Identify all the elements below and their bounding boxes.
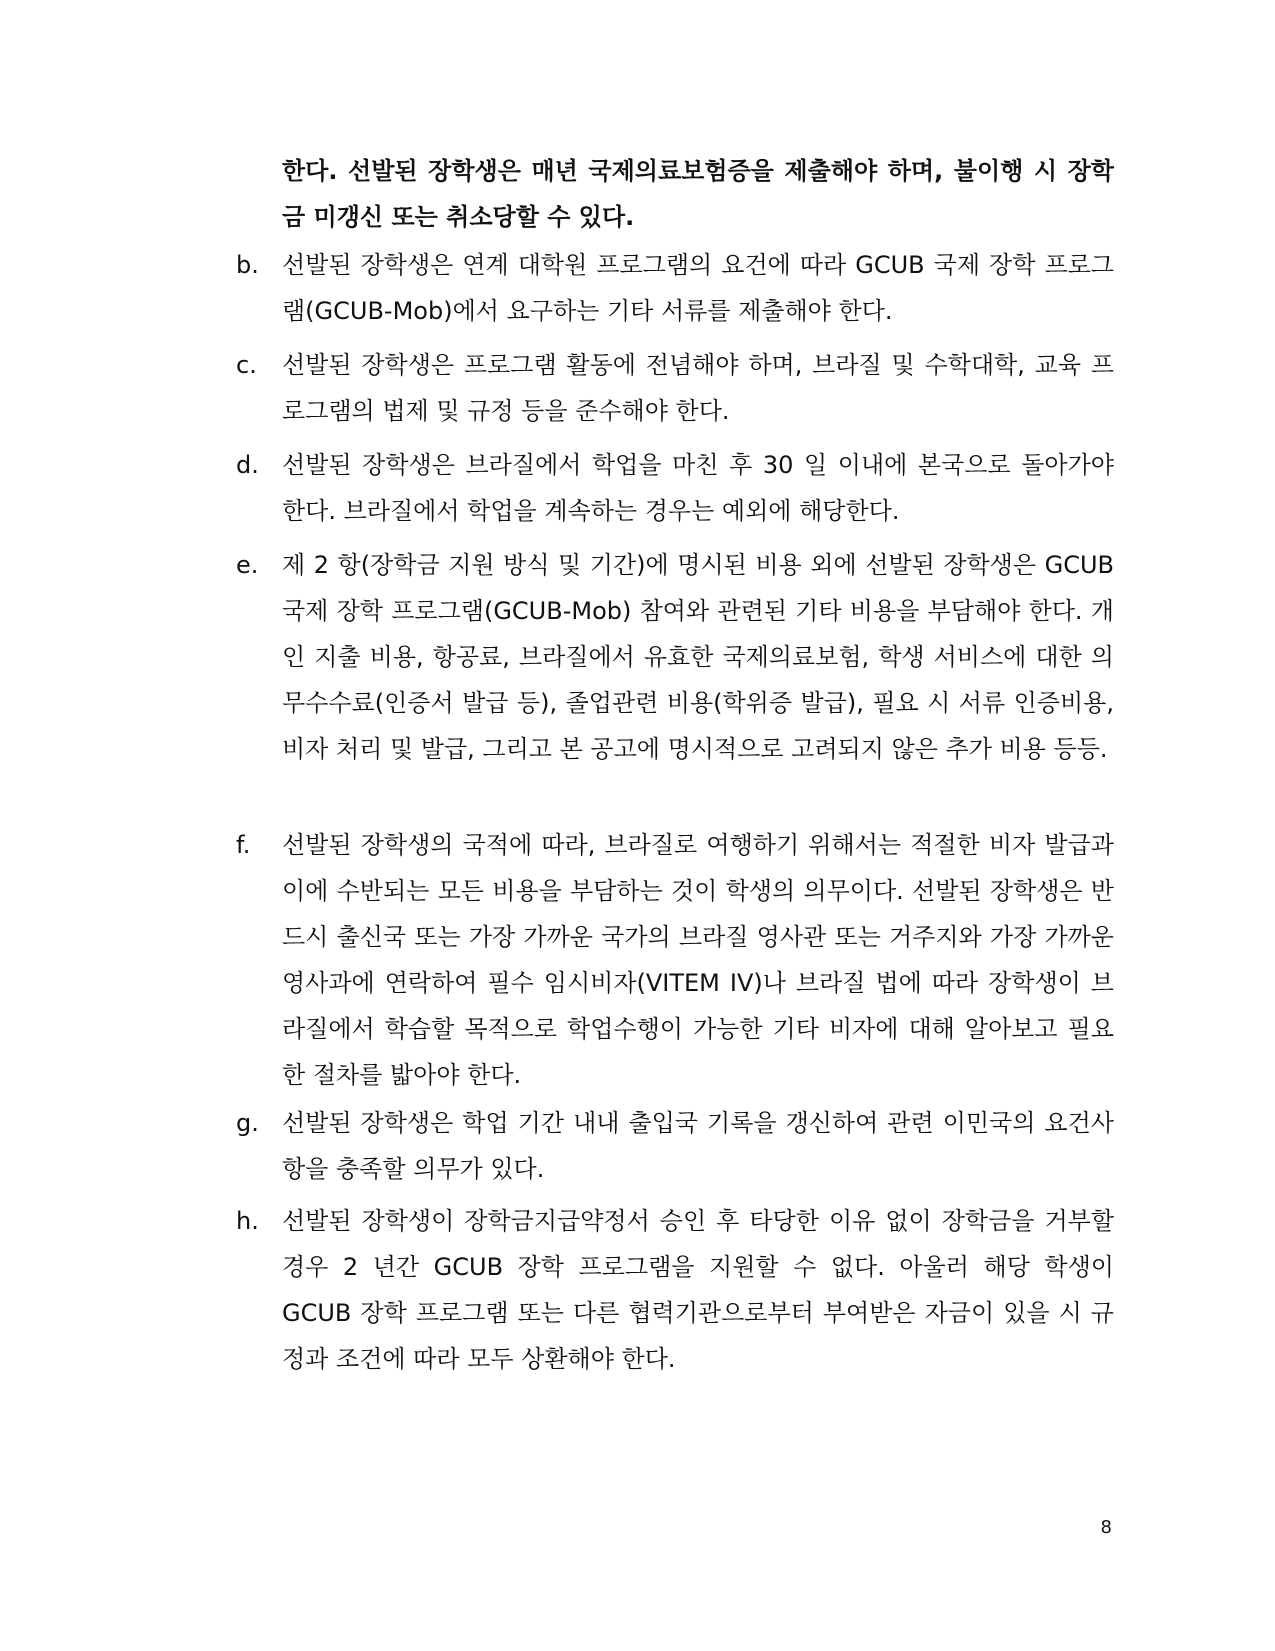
list-item-label: e. (236, 551, 259, 579)
list-item-c (236, 342, 1114, 434)
list-item-text: 선발된 장학생은 학업 기간 내내 출입국 기록을 갱신하여 관련 이민국의 요건사항을 충족할 의무가 있다. (282, 1109, 1114, 1183)
list-item-text: 제 2 항(장학금 지원 방식 및 기간)에 명시된 비용 외에 선발된 장학생은 GCUB 국제 장학 프로그램(GCUB-Mob) 참여와 관련된 기타 비용을 부담해야 한다. 개인 지출 비용, 항공료, 브라질에서 유효한 국제의료보험, 학생 서비스에 대한 의무수수료(인증서 발급 등), 졸업관련 비용(학위증 발급), 필요 시 서류 인증비용, 비자 처리 및 발급, 그리고 본 공고에 명시적으로 고려되지 않은 추가 비용 등등. (282, 551, 1114, 763)
list-item-label: b. (236, 251, 259, 279)
list-item-d (236, 442, 1114, 534)
list-item-text: 선발된 장학생은 프로그램 활동에 전념해야 하며, 브라질 및 수학대학, 교육 프로그램의 법제 및 규정 등을 준수해야 한다. (282, 351, 1114, 425)
list-item-text: 선발된 장학생은 브라질에서 학업을 마친 후 30 일 이내에 본국으로 돌아가야 한다. 브라질에서 학업을 계속하는 경우는 예외에 해당한다. (282, 451, 1114, 525)
list-item-label: c. (236, 351, 257, 379)
list-item-label: f. (236, 831, 251, 859)
list-item-label: h. (236, 1207, 259, 1235)
list-item-f (236, 822, 1114, 1098)
list-item-e (236, 542, 1114, 772)
list-item-b (236, 242, 1114, 334)
continued-paragraph: 한다. 선발된 장학생은 매년 국제의료보험증을 제출해야 하며, 불이행 시 장학금 미갱신 또는 취소당할 수 있다. (282, 157, 1114, 231)
list-item-text: 선발된 장학생의 국적에 따라, 브라질로 여행하기 위해서는 적절한 비자 발급과 이에 수반되는 모든 비용을 부담하는 것이 학생의 의무이다. 선발된 장학생은 반드시 출신국 또는 가장 가까운 국가의 브라질 영사관 또는 거주지와 가장 가까운 영사과에 연락하여 필수 임시비자(VITEM IV)나 브라질 법에 따라 장학생이 브라질에서 학습할 목적으로 학업수행이 가능한 기타 비자에 대해 알아보고 필요한 절차를 밟아야 한다. (282, 831, 1114, 1089)
list-item-g (236, 1100, 1114, 1192)
page-number: 8 (1100, 1517, 1112, 1538)
list-item-text: 선발된 장학생은 연계 대학원 프로그램의 요건에 따라 GCUB 국제 장학 프로그램(GCUB-Mob)에서 요구하는 기타 서류를 제출해야 한다. (282, 251, 1114, 325)
list-item-label: g. (236, 1109, 259, 1137)
list-item-h (236, 1198, 1114, 1382)
list-item-text: 선발된 장학생이 장학금지급약정서 승인 후 타당한 이유 없이 장학금을 거부할 경우 2 년간 GCUB 장학 프로그램을 지원할 수 없다. 아울러 해당 학생이 GCUB 장학 프로그램 또는 다른 협력기관으로부터 부여받은 자금이 있을 시 규정과 조건에 따라 모두 상환해야 한다. (282, 1207, 1114, 1373)
list-item-label: d. (236, 451, 259, 479)
